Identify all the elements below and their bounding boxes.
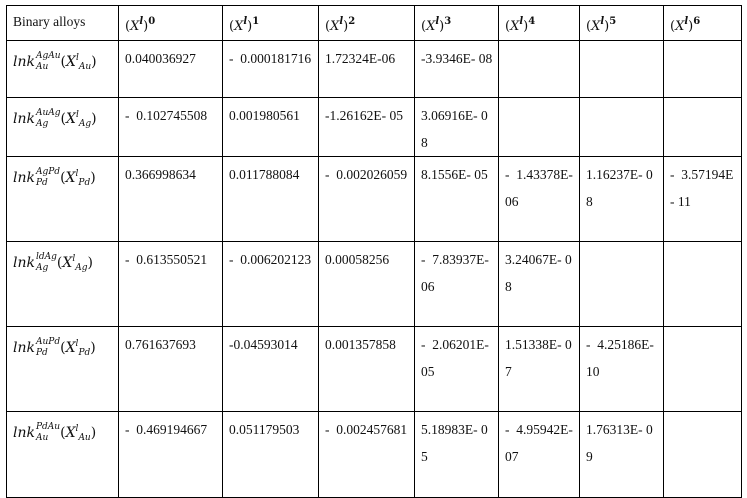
coefficient-cell <box>664 41 742 98</box>
header-power-4: $(X^l)^4$ <box>499 6 580 41</box>
header-power-5: $(X^l)^5$ <box>580 6 664 41</box>
alloy-label: lnk AgAu Au $(X^l_{Au})$ <box>7 41 119 98</box>
coefficient-cell: - 0.006202123 <box>223 242 319 327</box>
alloy-label: lnk AgPd Pd $(X^l_{Pd})$ <box>7 157 119 242</box>
coefficient-cell: 0.761637693 <box>119 327 223 412</box>
coefficient-cell: 8.1556E- 05 <box>415 157 499 242</box>
coefficient-cell <box>580 242 664 327</box>
coefficient-cell <box>580 41 664 98</box>
coefficient-cell: - 0.613550521 <box>119 242 223 327</box>
coefficient-cell: 0.001980561 <box>223 98 319 157</box>
coefficient-cell: 1.16237E- 08 <box>580 157 664 242</box>
coefficient-cell: 0.366998634 <box>119 157 223 242</box>
coefficient-cell: - 3.57194E- 11 <box>664 157 742 242</box>
coefficient-cell: - 0.002457681 <box>319 412 415 498</box>
coefficient-cell: 0.00058256 <box>319 242 415 327</box>
header-power-0: $(X^l)^0$ <box>119 6 223 41</box>
coefficient-cell: - 0.000181716 <box>223 41 319 98</box>
coefficient-cell: 1.76313E- 09 <box>580 412 664 498</box>
coefficient-cell: 0.011788084 <box>223 157 319 242</box>
coefficient-cell: -0.04593014 <box>223 327 319 412</box>
coefficient-cell: - 0.102745508 <box>119 98 223 157</box>
table-row <box>7 242 742 327</box>
alloy-label: lnk AuPd Pd $(X^l_{Pd})$ <box>7 327 119 412</box>
header-power-3: $(X^l)^3$ <box>415 6 499 41</box>
header-power-1: $(X^l)^1$ <box>223 6 319 41</box>
coefficient-cell <box>664 327 742 412</box>
header-binary-alloys: Binary alloys <box>7 6 119 41</box>
table-row <box>7 98 742 157</box>
alloy-label: lnk ldAg Ag $(X^l_{Ag})$ <box>7 242 119 327</box>
coefficient-cell <box>664 412 742 498</box>
coefficient-cell: - 2.06201E- 05 <box>415 327 499 412</box>
table-row <box>7 157 742 242</box>
coefficient-cell: - 1.43378E- 06 <box>499 157 580 242</box>
coefficient-cell: -1.26162E- 05 <box>319 98 415 157</box>
table-row <box>7 327 742 412</box>
coefficient-cell <box>499 41 580 98</box>
coefficient-cell: 0.051179503 <box>223 412 319 498</box>
coefficient-cell: - 0.469194667 <box>119 412 223 498</box>
table-row <box>7 412 742 498</box>
coefficient-cell: 1.72324E-06 <box>319 41 415 98</box>
coefficient-cell: 0.001357858 <box>319 327 415 412</box>
coefficient-cell: - 4.25186E- 10 <box>580 327 664 412</box>
header-power-2: $(X^l)^2$ <box>319 6 415 41</box>
coefficient-cell <box>499 98 580 157</box>
coefficient-cell: 1.51338E- 07 <box>499 327 580 412</box>
coefficient-cell <box>580 98 664 157</box>
alloy-label: lnk AuAg Ag $(X^l_{Ag})$ <box>7 98 119 157</box>
coefficient-cell: - 7.83937E- 06 <box>415 242 499 327</box>
header-power-6: $(X^l)^6$ <box>664 6 742 41</box>
coefficient-table <box>6 5 742 498</box>
coefficient-cell: 0.040036927 <box>119 41 223 98</box>
table-row <box>7 41 742 98</box>
coefficient-cell: 3.24067E- 08 <box>499 242 580 327</box>
coefficient-cell: 5.18983E- 05 <box>415 412 499 498</box>
coefficient-cell <box>664 98 742 157</box>
coefficient-cell: - 0.002026059 <box>319 157 415 242</box>
coefficient-cell <box>664 242 742 327</box>
coefficient-cell: - 4.95942E- 07 <box>499 412 580 498</box>
coefficient-cell: -3.9346E- 08 <box>415 41 499 98</box>
alloy-label: lnk PdAu Au $(X^l_{Au})$ <box>7 412 119 498</box>
header-row <box>7 6 742 41</box>
coefficient-cell: 3.06916E- 08 <box>415 98 499 157</box>
